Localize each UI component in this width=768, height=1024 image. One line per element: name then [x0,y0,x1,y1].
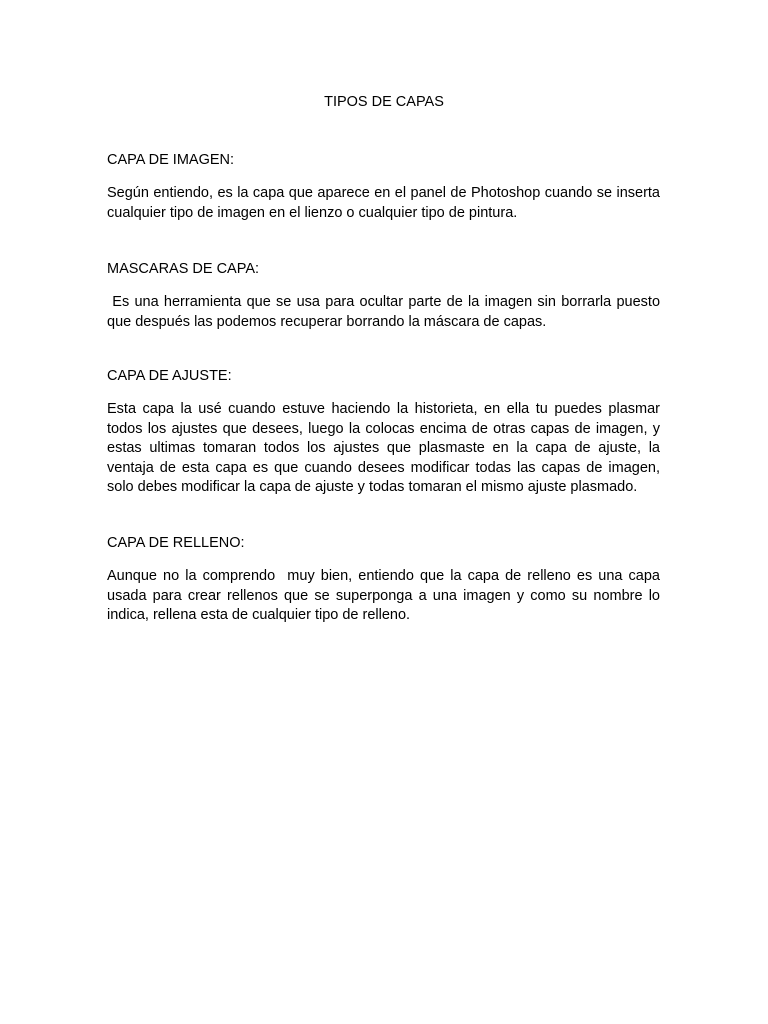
section-body: Aunque no la comprendo muy bien, entiendo que la capa de relleno es una capa usada para crear rellenos que se superponga a una imagen y como su nombre lo indica, rellena esta de cualquier tipo de relleno. [107,568,665,623]
section-body: Según entiendo, es la capa que aparece en el panel de Photoshop cuando se inserta cualquier tipo de imagen en el lienzo o cualquier tipo de pintura. [107,185,665,221]
section-heading: MASCARAS DE CAPA: [107,261,260,277]
section-mascaras-de-capa [107,259,665,332]
section-heading: CAPA DE IMAGEN: [107,152,235,168]
document-title: TIPOS DE CAPAS [324,94,444,110]
section-capa-de-imagen [107,150,665,223]
section-heading: CAPA DE AJUSTE: [107,368,232,384]
section-capa-de-ajuste [107,366,665,498]
section-capa-de-relleno [107,533,665,626]
section-heading: CAPA DE RELLENO: [107,535,245,551]
section-body: Esta capa la usé cuando estuve haciendo la historieta, en ella tu puedes plasmar todos los ajustes que desees, luego la colocas encima de otras capas de imagen, y estas ultimas tomaran todos los ajustes que plasmaste en la capa de ajuste, la ventaja de esta capa es que cuando desees modificar todas las capas de imagen, solo debes modificar la capa de ajuste y todas tomaran el mismo ajuste plasmado. [107,401,665,495]
section-body: Es una herramienta que se usa para ocultar parte de la imagen sin borrarla puesto que después las podemos recuperar borrando la máscara de capas. [107,294,665,330]
